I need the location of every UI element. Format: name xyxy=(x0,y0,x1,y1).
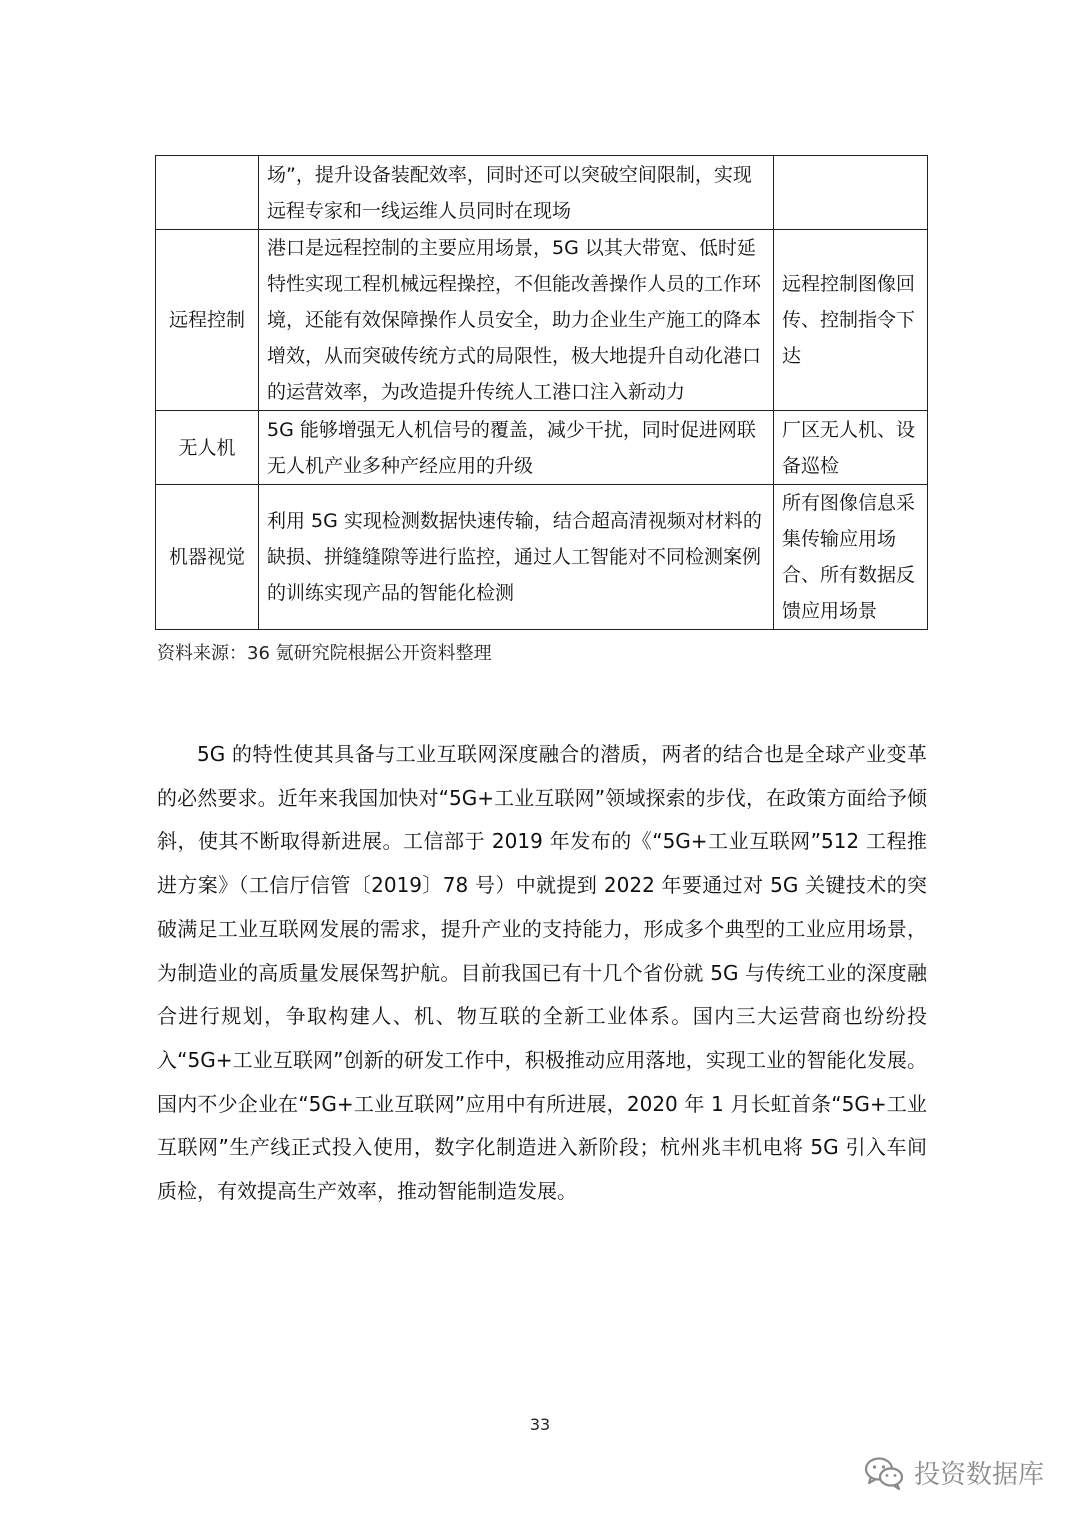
description-cell: 港口是远程控制的主要应用场景，5G 以其大带宽、低时延特性实现工程机械远程操控，不但能改善操作人员的工作环境，还能有效保障操作人员安全，助力企业生产施工的降本增效，从而突破传统方式的局限性，极大地提升自动化港口的运营效率，为改造提升传统人工港口注入新动力 xyxy=(259,230,774,411)
table-row xyxy=(156,230,928,411)
category-cell: 机器视觉 xyxy=(156,485,259,630)
watermark xyxy=(864,1454,1044,1491)
description-cell: 利用 5G 实现检测数据快速传输，结合超高清视频对材料的缺损、拼缝缝隙等进行监控，通过人工智能对不同检测案例的训练实现产品的智能化检测 xyxy=(259,485,774,630)
watermark-text: 投资数据库 xyxy=(913,1460,1044,1490)
category-cell: 远程控制 xyxy=(156,230,259,411)
source-note: 资料来源：36 氪研究院根据公开资料整理 xyxy=(157,643,492,664)
wechat-icon xyxy=(864,1456,904,1490)
description-cell: 场”，提升设备装配效率，同时还可以突破空间限制，实现远程专家和一线运维人员同时在现场 xyxy=(259,156,774,230)
use-case-cell: 所有图像信息采集传输应用场合、所有数据反馈应用场景 xyxy=(774,485,928,630)
description-cell: 5G 能够增强无人机信号的覆盖，减少干扰，同时促进网联无人机产业多种产经应用的升级 xyxy=(259,411,774,485)
category-cell: 无人机 xyxy=(156,411,259,485)
table-row xyxy=(156,485,928,630)
page-number: 33 xyxy=(529,1415,551,1434)
body-paragraph: 5G 的特性使其具备与工业互联网深度融合的潜质，两者的结合也是全球产业变革的必然要求。近年来我国加快对“5G+工业互联网”领域探索的步伐，在政策方面给予倾斜，使其不断取得新进展。工信部于 2019 年发布的《“5G+工业互联网”512 工程推进方案》（工信厅信管〔2019〕78 号）中就提到 2022 年要通过对 5G 关键技术的突破满足工业互联网发展的需求，提升产业的支持能力，形成多个典型的工业应用场景，为制造业的高质量发展保驾护航。目前我国已有十几个省份就 5G 与传统工业的深度融合进行规划，争取构建人、机、物互联的全新工业体系。国内三大运营商也纷纷投入“5G+工业互联网”创新的研发工作中，积极推动应用落地，实现工业的智能化发展。国内不少企业在“5G+工业互联网”应用中有所进展，2020 年 1 月长虹首条“5G+工业互联网”生产线正式投入使用，数字化制造进入新阶段；杭州兆丰机电将 5G 引入车间质检，有效提高生产效率，推动智能制造发展。 xyxy=(157,742,927,1204)
table-row xyxy=(156,156,928,230)
application-scenario-table xyxy=(155,155,928,630)
use-case-cell xyxy=(774,156,928,230)
category-cell xyxy=(156,156,259,230)
use-case-cell: 厂区无人机、设备巡检 xyxy=(774,411,928,485)
table-row xyxy=(156,411,928,485)
use-case-cell: 远程控制图像回传、控制指令下达 xyxy=(774,230,928,411)
